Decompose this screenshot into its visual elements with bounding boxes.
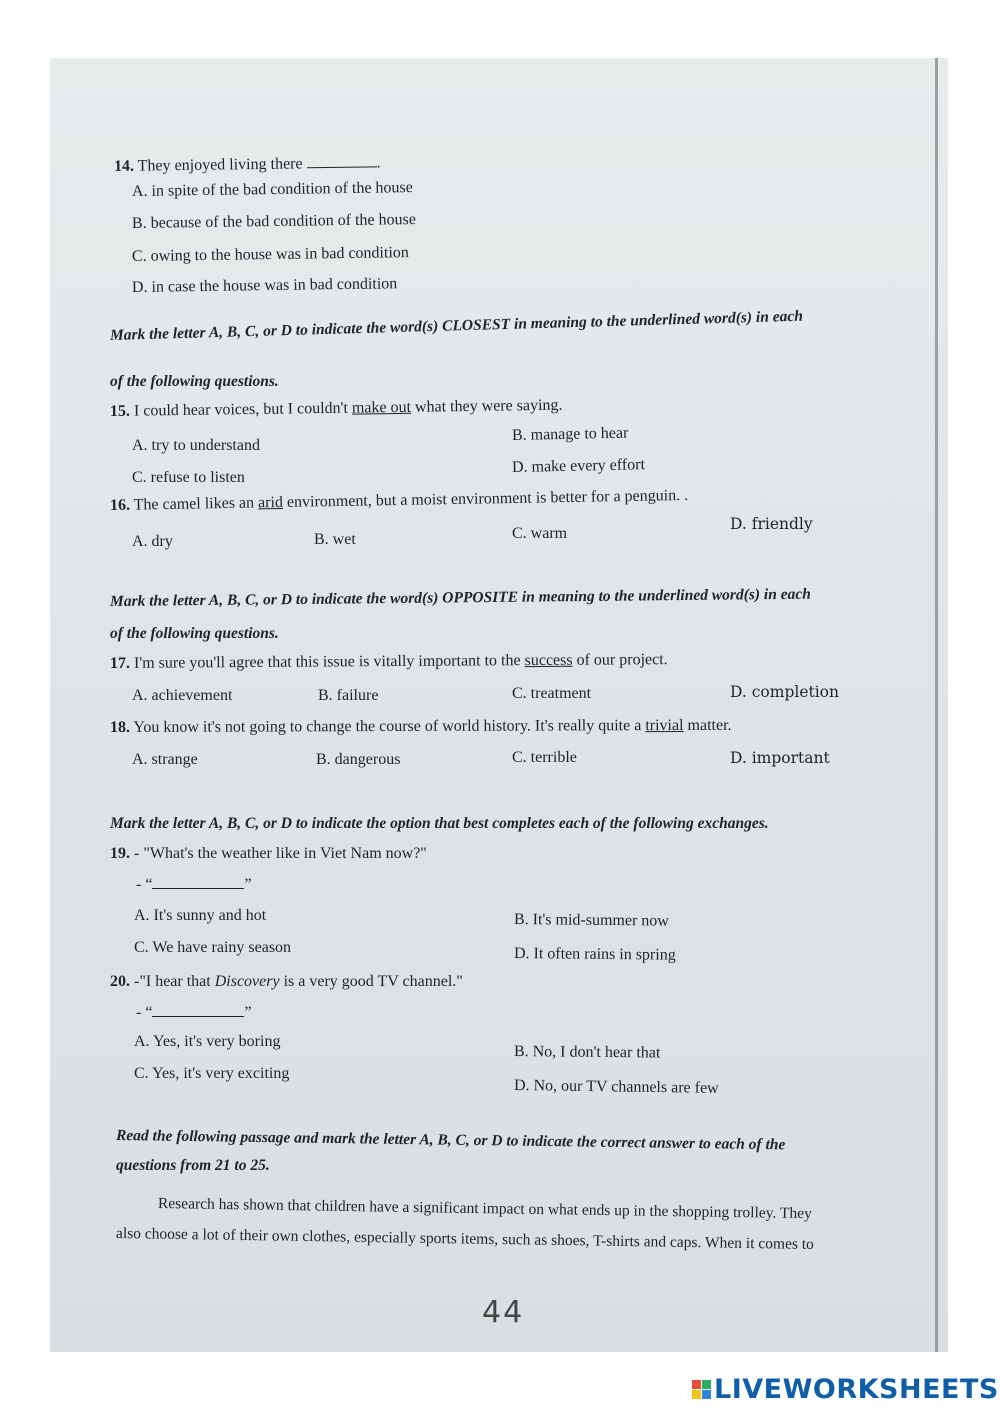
brand-name: LIVEWORKSHEETS: [714, 1374, 999, 1405]
question-text: You know it's not going to change the course of world history. It's really quite a: [133, 717, 642, 736]
option-19-a[interactable]: A. It's sunny and hot: [134, 907, 267, 924]
underlined-word: make out: [351, 398, 412, 417]
question-20-reply: [136, 1002, 252, 1023]
underlined-word: arid: [257, 493, 284, 512]
question-text: -"I hear that: [134, 973, 211, 990]
brand-square-blue: [702, 1390, 711, 1399]
answer-blank[interactable]: [152, 874, 244, 889]
option-17-a[interactable]: A. achievement: [132, 687, 233, 704]
option-16-d[interactable]: D. friendly: [730, 515, 813, 533]
period: .: [376, 154, 381, 172]
question-number: 15.: [109, 402, 131, 420]
passage-line-2: also choose a lot of their own clothes, especially sports items, such as shoes, T-shirts and caps. When it comes to: [115, 1225, 815, 1253]
question-number: 20.: [110, 973, 130, 990]
question-text: environment, but a moist environment is better for a penguin. .: [286, 486, 689, 511]
question-19-stem: [110, 844, 427, 864]
question-text: matter.: [687, 716, 732, 734]
brand-grid-icon: [692, 1380, 711, 1399]
option-17-b[interactable]: B. failure: [318, 687, 379, 704]
option-18-c[interactable]: C. terrible: [512, 749, 577, 766]
option-19-b[interactable]: B. It's mid-summer now: [513, 911, 669, 930]
question-16-stem: [110, 486, 688, 516]
option-15-d[interactable]: D. make every effort: [511, 456, 646, 476]
option-15-c[interactable]: C. refuse to listen: [132, 469, 245, 486]
option-20-a[interactable]: A. Yes, it's very boring: [134, 1033, 281, 1050]
instruction-closest-line2: of the following questions.: [110, 373, 279, 390]
brand-square-red: [692, 1380, 701, 1389]
question-15-stem: [110, 396, 563, 422]
instruction-passage-line2: questions from 21 to 25.: [116, 1157, 270, 1174]
option-20-b[interactable]: B. No, I don't hear that: [513, 1043, 661, 1062]
question-number: 14.: [113, 157, 135, 175]
liveworksheets-logo: [692, 1374, 999, 1405]
question-number: 16.: [109, 496, 131, 514]
option-17-c[interactable]: C. treatment: [512, 685, 592, 702]
open-quote: - “: [136, 1004, 153, 1021]
option-19-d[interactable]: D. It often rains in spring: [513, 945, 676, 964]
question-text: I'm sure you'll agree that this issue is vitally important to the: [133, 652, 521, 672]
option-17-d[interactable]: D. completion: [730, 683, 839, 701]
brand-square-yellow: [692, 1390, 701, 1399]
page-number: 44: [482, 1295, 525, 1330]
option-18-a[interactable]: A. strange: [132, 751, 198, 768]
question-text: of our project.: [576, 651, 668, 669]
answer-blank[interactable]: [152, 1002, 244, 1017]
instruction-closest-line1: Mark the letter A, B, C, or D to indicate the word(s) CLOSEST in meaning to the underlined word(s) in each: [109, 307, 804, 344]
underlined-word: success: [524, 651, 573, 670]
question-text: what they were saying.: [414, 396, 563, 416]
option-14-b[interactable]: B. because of the bad condition of the house: [131, 211, 417, 232]
option-18-b[interactable]: B. dangerous: [316, 751, 401, 768]
option-14-a[interactable]: A. in spite of the bad condition of the house: [131, 179, 413, 200]
option-18-d[interactable]: D. important: [730, 749, 830, 767]
instruction-passage-line1: Read the following passage and mark the letter A, B, C, or D to indicate the correct answer to each of the: [115, 1127, 786, 1154]
question-17-stem: [110, 650, 668, 674]
instruction-exchanges: Mark the letter A, B, C, or D to indicate the option that best completes each of the following exchanges.: [110, 815, 769, 832]
open-quote: - “: [136, 876, 153, 893]
option-16-c[interactable]: C. warm: [512, 525, 568, 542]
instruction-opposite-line2: of the following questions.: [110, 625, 279, 642]
instruction-opposite-line1: Mark the letter A, B, C, or D to indicate the word(s) OPPOSITE in meaning to the underlined word(s) in each: [109, 585, 811, 610]
passage-line-1: Research has shown that children have a significant impact on what ends up in the shopping trolley. They: [157, 1195, 812, 1223]
question-20-stem: [110, 972, 463, 992]
option-16-a[interactable]: A. dry: [132, 533, 173, 550]
close-quote: ”: [244, 1004, 252, 1021]
channel-name: Discovery: [214, 973, 280, 990]
option-20-d[interactable]: D. No, our TV channels are few: [513, 1077, 719, 1097]
question-number: 17.: [109, 654, 131, 672]
option-15-b[interactable]: B. manage to hear: [511, 424, 629, 444]
question-text: The camel likes an: [133, 494, 255, 514]
worksheet-page: [50, 58, 948, 1352]
question-19-reply: [136, 874, 252, 895]
option-14-c[interactable]: C. owing to the house was in bad condition: [131, 244, 409, 265]
brand-square-green: [702, 1380, 711, 1389]
question-number: 18.: [109, 718, 131, 736]
question-14-stem: [114, 152, 381, 177]
option-14-d[interactable]: D. in case the house was in bad condition: [131, 275, 398, 296]
question-18-stem: [110, 716, 732, 738]
question-text: is a very good TV channel.": [283, 973, 463, 990]
option-20-c[interactable]: C. Yes, it's very exciting: [134, 1065, 290, 1082]
option-15-a[interactable]: A. try to understand: [132, 437, 260, 454]
option-16-b[interactable]: B. wet: [314, 531, 356, 548]
underlined-word: trivial: [645, 716, 684, 735]
question-number: 19.: [110, 845, 130, 862]
answer-blank[interactable]: [306, 152, 376, 168]
question-text: - "What's the weather like in Viet Nam now?": [134, 845, 427, 862]
close-quote: ”: [244, 876, 252, 893]
option-19-c[interactable]: C. We have rainy season: [134, 939, 292, 956]
question-text: They enjoyed living there: [137, 155, 303, 175]
question-text: I could hear voices, but I couldn't: [133, 399, 349, 420]
